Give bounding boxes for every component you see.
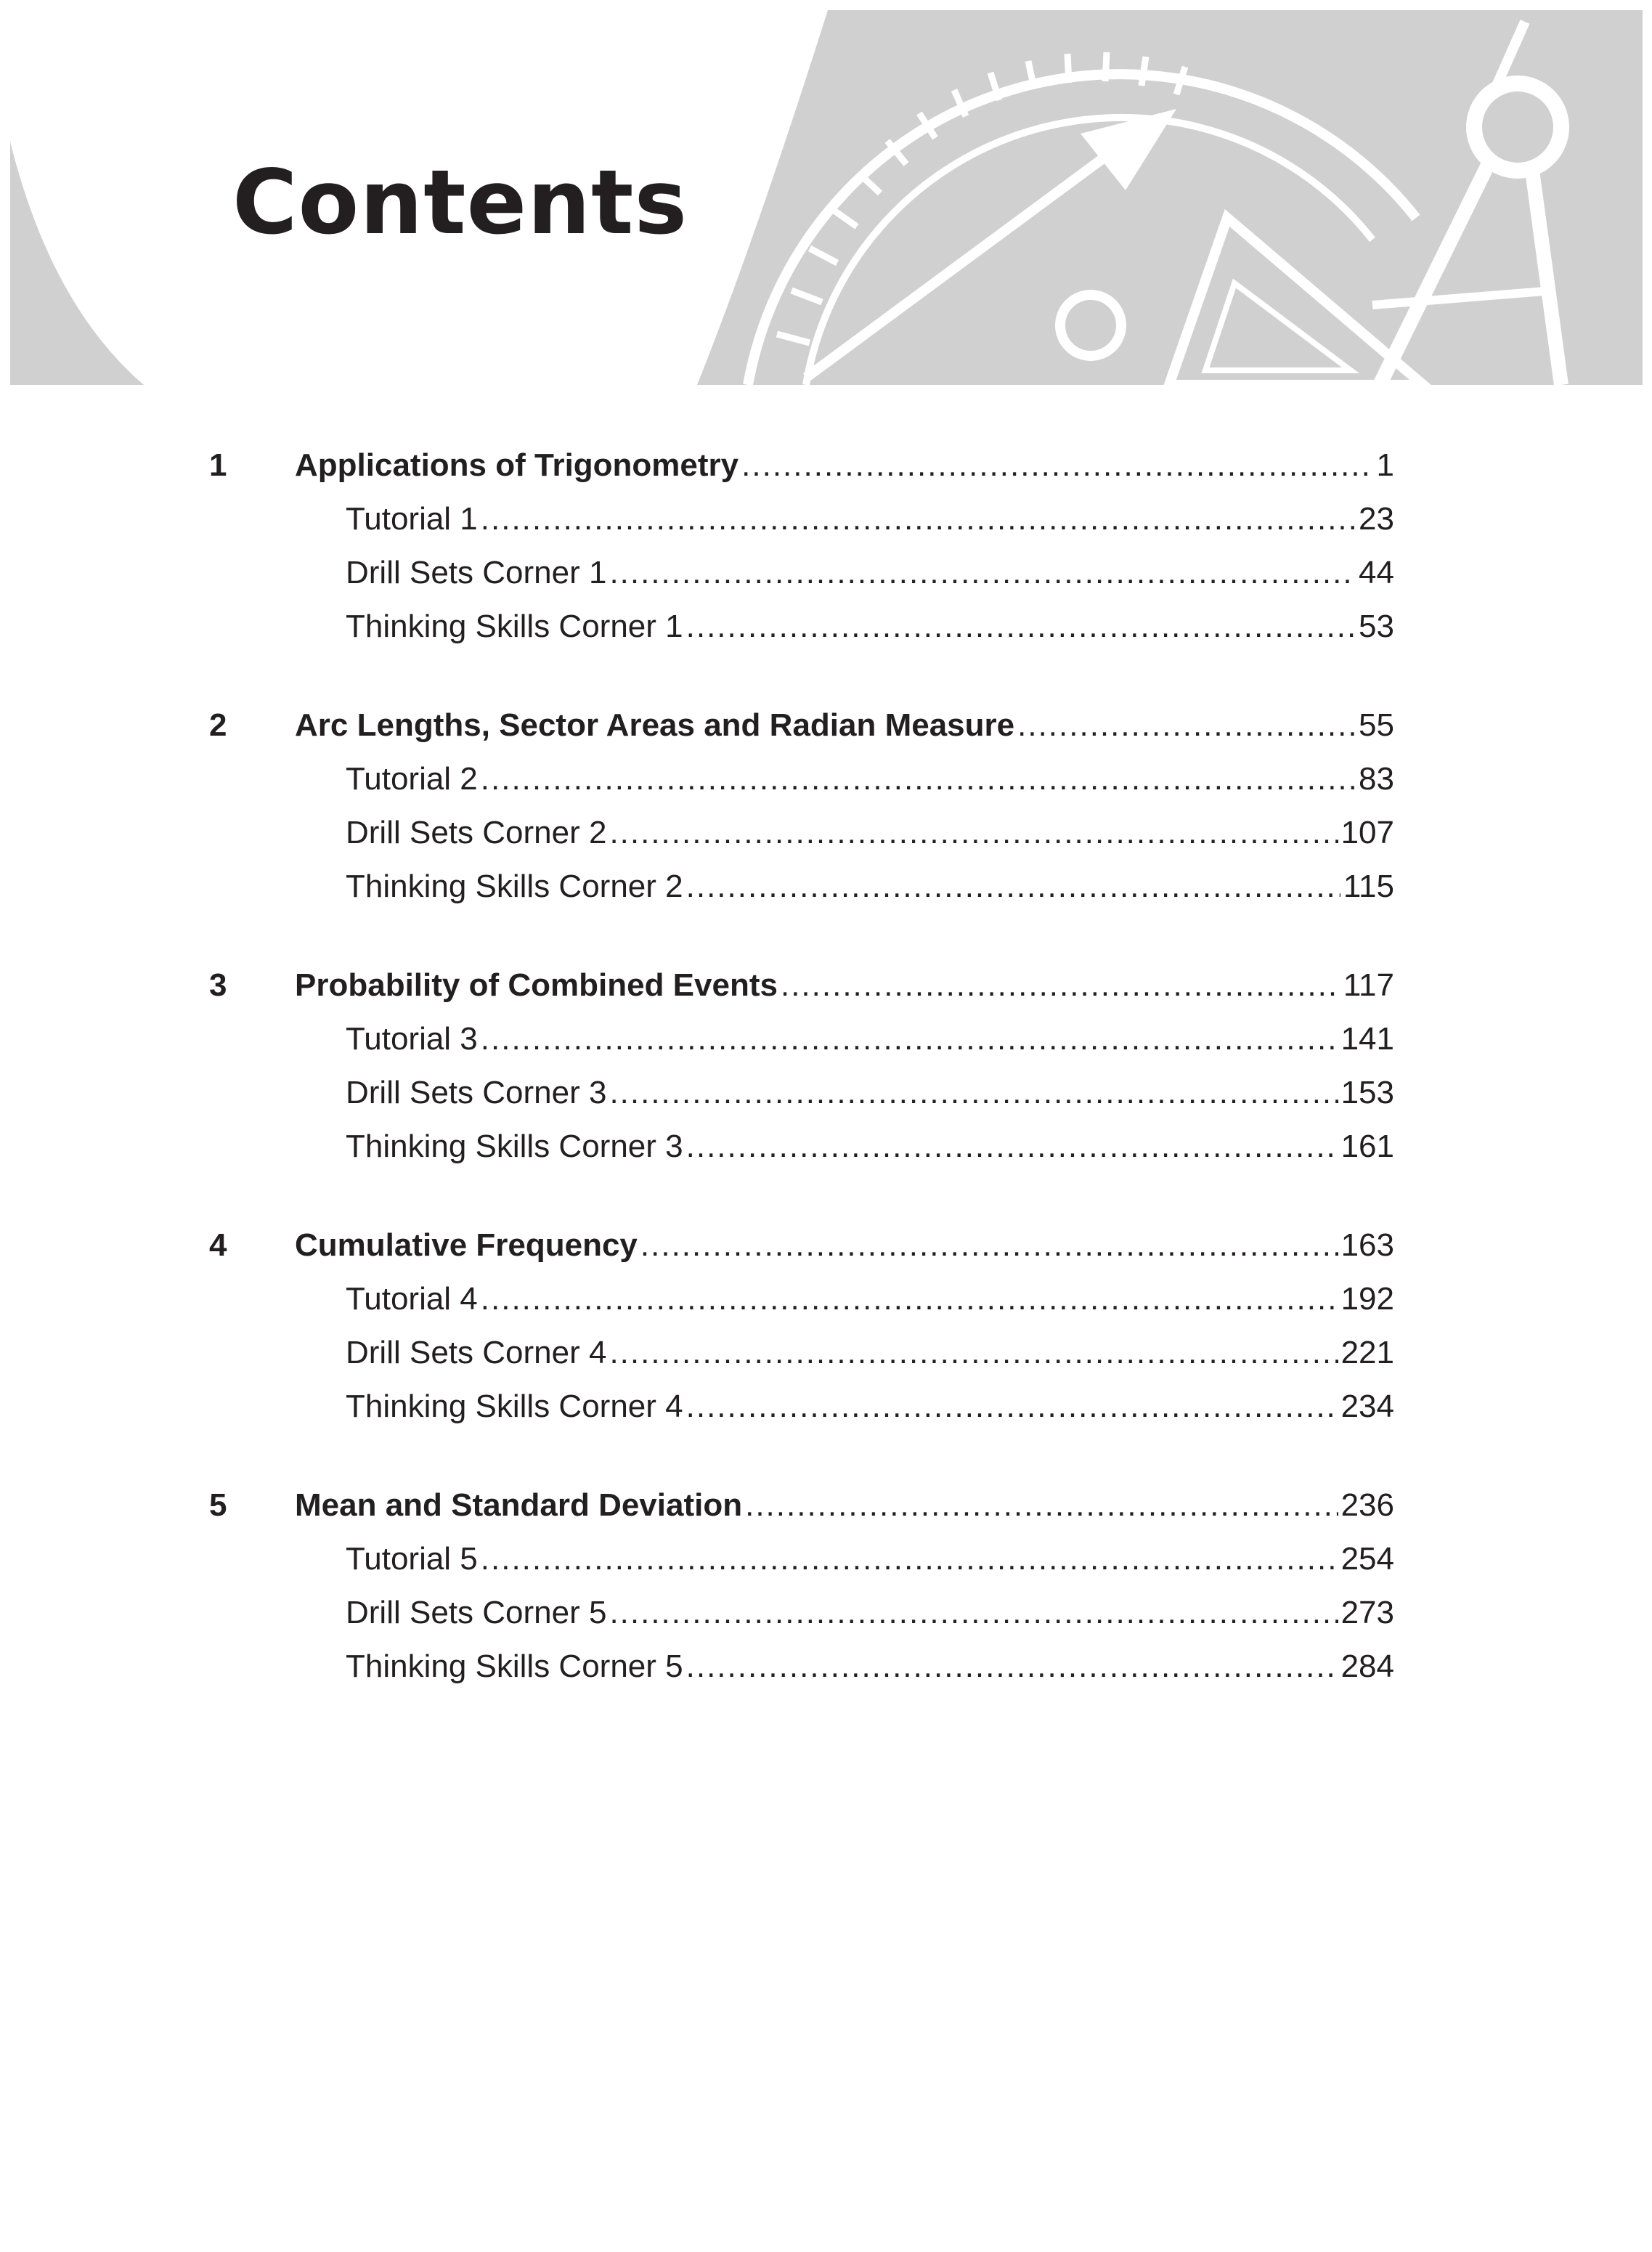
section-title: Tutorial 2 (346, 761, 478, 797)
page-number: 254 (1340, 1541, 1394, 1577)
toc-entry-section[interactable] (209, 492, 1394, 546)
dot-leader (686, 860, 1340, 914)
section-title: Tutorial 5 (346, 1541, 478, 1577)
dot-leader (745, 1479, 1338, 1532)
section-title: Drill Sets Corner 2 (346, 815, 607, 850)
page-number: 221 (1340, 1335, 1394, 1370)
page-number: 53 (1359, 609, 1394, 644)
toc-entry-section[interactable] (209, 1380, 1394, 1434)
page-number: 83 (1359, 761, 1394, 797)
chapter-block (209, 1479, 1394, 1694)
chapter-title: Probability of Combined Events (295, 967, 778, 1003)
page-number: 107 (1340, 815, 1394, 850)
page-number: 234 (1340, 1389, 1394, 1424)
chapter-title: Applications of Trigonometry (295, 447, 739, 483)
page-number: 1 (1376, 447, 1394, 483)
section-title: Tutorial 4 (346, 1281, 478, 1317)
page-number: 115 (1343, 869, 1394, 904)
section-title: Drill Sets Corner 4 (346, 1335, 607, 1370)
page-number: 236 (1340, 1487, 1394, 1523)
dot-leader (741, 439, 1373, 492)
dot-leader (481, 752, 1356, 806)
chapter-number: 3 (209, 967, 227, 1003)
dot-leader (481, 1272, 1338, 1326)
toc-entry-chapter[interactable] (209, 1219, 1394, 1272)
page-number: 117 (1343, 967, 1394, 1003)
toc-entry-chapter[interactable] (209, 959, 1394, 1012)
section-title: Thinking Skills Corner 5 (346, 1649, 683, 1684)
chapter-title: Arc Lengths, Sector Areas and Radian Measure (295, 707, 1015, 743)
toc-entry-section[interactable] (209, 1586, 1394, 1640)
dot-leader (609, 546, 1356, 600)
dot-leader (609, 806, 1338, 860)
section-title: Tutorial 1 (346, 501, 478, 537)
toc-entry-section[interactable] (209, 600, 1394, 654)
toc-entry-section[interactable] (209, 546, 1394, 600)
dot-leader (781, 959, 1340, 1012)
page-number: 55 (1359, 707, 1394, 743)
section-title: Drill Sets Corner 1 (346, 555, 607, 590)
table-of-contents (209, 439, 1394, 1739)
chapter-block (209, 959, 1394, 1174)
dot-leader (686, 600, 1356, 654)
section-title: Tutorial 3 (346, 1021, 478, 1057)
section-title: Drill Sets Corner 5 (346, 1595, 607, 1630)
chapter-title: Cumulative Frequency (295, 1227, 638, 1263)
toc-entry-section[interactable] (209, 1120, 1394, 1174)
toc-entry-section[interactable] (209, 1532, 1394, 1586)
page-number: 273 (1340, 1595, 1394, 1630)
section-title: Thinking Skills Corner 2 (346, 869, 683, 904)
left-arc-decoration (10, 142, 144, 385)
page-number: 192 (1340, 1281, 1394, 1317)
chapter-block (209, 439, 1394, 654)
page-number: 141 (1340, 1021, 1394, 1057)
dot-leader (609, 1326, 1338, 1380)
toc-entry-chapter[interactable] (209, 699, 1394, 752)
page-number: 44 (1359, 555, 1394, 590)
chapter-title: Mean and Standard Deviation (295, 1487, 743, 1523)
page-number: 161 (1340, 1129, 1394, 1164)
toc-entry-section[interactable] (209, 1066, 1394, 1120)
chapter-number: 5 (209, 1487, 227, 1523)
section-title: Thinking Skills Corner 3 (346, 1129, 683, 1164)
dot-leader (609, 1066, 1338, 1120)
toc-entry-section[interactable] (209, 806, 1394, 860)
page-number: 163 (1340, 1227, 1394, 1263)
toc-entry-section[interactable] (209, 1012, 1394, 1066)
dot-leader (1017, 699, 1356, 752)
chapter-number: 4 (209, 1227, 227, 1263)
toc-entry-section[interactable] (209, 1326, 1394, 1380)
page-title: Contents (232, 151, 688, 254)
toc-entry-section[interactable] (209, 860, 1394, 914)
section-title: Thinking Skills Corner 1 (346, 609, 683, 644)
dot-leader (686, 1380, 1338, 1434)
dot-leader (686, 1640, 1338, 1694)
toc-entry-section[interactable] (209, 1272, 1394, 1326)
dot-leader (481, 1532, 1338, 1586)
toc-entry-chapter[interactable] (209, 1479, 1394, 1532)
toc-entry-section[interactable] (209, 752, 1394, 806)
page-number: 23 (1359, 501, 1394, 537)
chapter-block (209, 699, 1394, 914)
dot-leader (481, 1012, 1338, 1066)
geometry-tools-decoration (697, 10, 1643, 385)
page-number: 153 (1340, 1075, 1394, 1110)
dot-leader (640, 1219, 1338, 1272)
toc-entry-section[interactable] (209, 1640, 1394, 1694)
dot-leader (609, 1586, 1338, 1640)
chapter-block (209, 1219, 1394, 1434)
section-title: Drill Sets Corner 3 (346, 1075, 607, 1110)
dot-leader (481, 492, 1356, 546)
chapter-number: 1 (209, 447, 227, 483)
toc-entry-chapter[interactable] (209, 439, 1394, 492)
page-number: 284 (1340, 1649, 1394, 1684)
dot-leader (686, 1120, 1338, 1174)
chapter-number: 2 (209, 707, 227, 743)
section-title: Thinking Skills Corner 4 (346, 1389, 683, 1424)
